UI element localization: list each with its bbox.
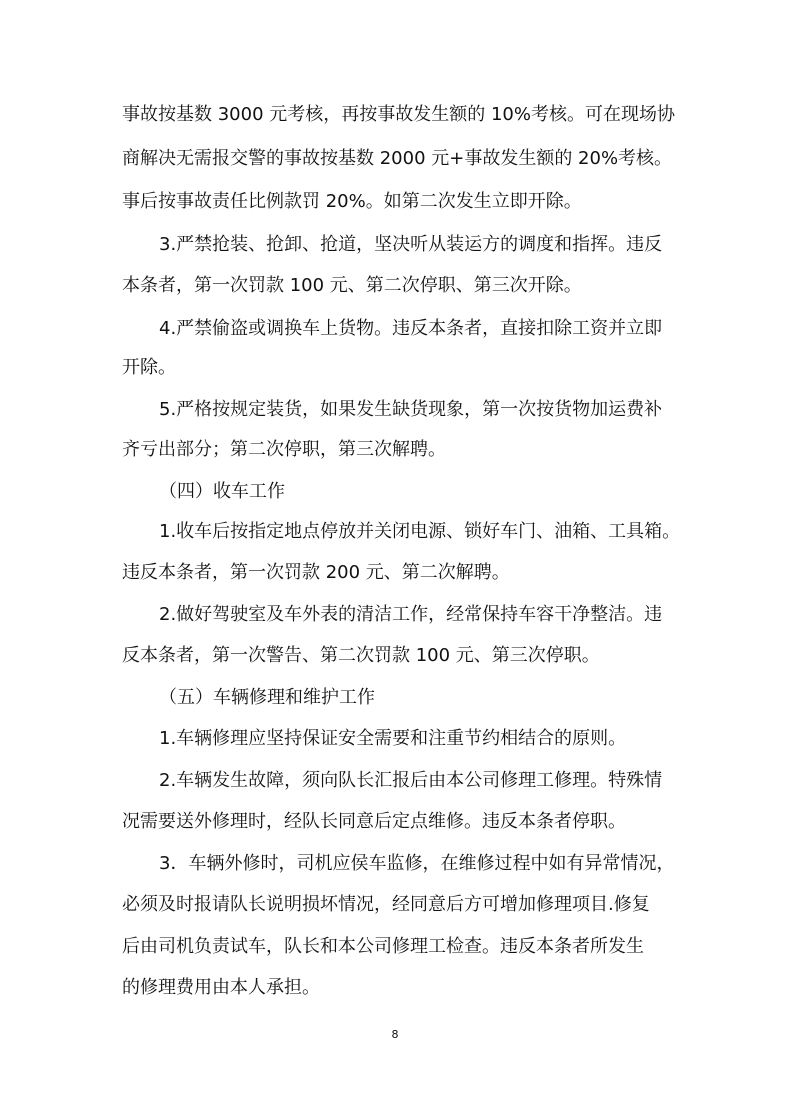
text-line: 违反本条者，第一次罚款 200 元、第二次解聘。 bbox=[122, 562, 510, 583]
text-line: 齐亏出部分；第二次停职，第三次解聘。 bbox=[122, 439, 446, 460]
paragraph-start: 3.严禁抢装、抢卸、抢道，坚决听从装运方的调度和指挥。违反 bbox=[159, 234, 663, 255]
section-heading: （五）车辆修理和维护工作 bbox=[159, 687, 375, 708]
text-line: 的修理费用由本人承担。 bbox=[122, 977, 320, 998]
page-number: 8 bbox=[391, 1028, 399, 1041]
paragraph-start: 5.严格按规定装货，如果发生缺货现象，第一次按货物加运费补 bbox=[159, 399, 663, 420]
text-line: 商解决无需报交警的事故按基数 2000 元+事故发生额的 20%考核。 bbox=[122, 148, 673, 169]
paragraph-start: 2.做好驾驶室及车外表的清洁工作，经常保持车容干净整洁。违 bbox=[159, 604, 663, 625]
text-line: 开除。 bbox=[122, 357, 176, 378]
text-line: 事故按基数 3000 元考核，再按事故发生额的 10%考核。可在现场协 bbox=[122, 104, 675, 125]
text-line: 必须及时报请队长说明损坏情况，经同意后方可增加修理项目.修复 bbox=[122, 894, 650, 915]
paragraph-start: 1.收车后按指定地点停放并关闭电源、锁好车门、油箱、工具箱。 bbox=[159, 521, 681, 542]
paragraph-start: 3．车辆外修时，司机应侯车监修，在维修过程中如有异常情况， bbox=[159, 853, 675, 874]
section-heading: （四）收车工作 bbox=[159, 481, 285, 502]
paragraph-start: 1.车辆修理应坚持保证安全需要和注重节约相结合的原则。 bbox=[159, 728, 627, 749]
text-line: 况需要送外修理时，经队长同意后定点维修。违反本条者停职。 bbox=[122, 811, 626, 832]
text-line: 反本条者，第一次警告、第二次罚款 100 元、第三次停职。 bbox=[122, 645, 600, 666]
paragraph-start: 2.车辆发生故障，须向队长汇报后由本公司修理工修理。特殊情 bbox=[159, 770, 663, 791]
text-line: 事后按事故责任比例款罚 20%。如第二次发生立即开除。 bbox=[122, 191, 582, 212]
text-line: 后由司机负责试车，队长和本公司修理工检查。违反本条者所发生 bbox=[122, 936, 644, 957]
text-line: 本条者，第一次罚款 100 元、第二次停职、第三次开除。 bbox=[122, 275, 582, 296]
paragraph-start: 4.严禁偷盗或调换车上货物。违反本条者，直接扣除工资并立即 bbox=[159, 318, 663, 339]
